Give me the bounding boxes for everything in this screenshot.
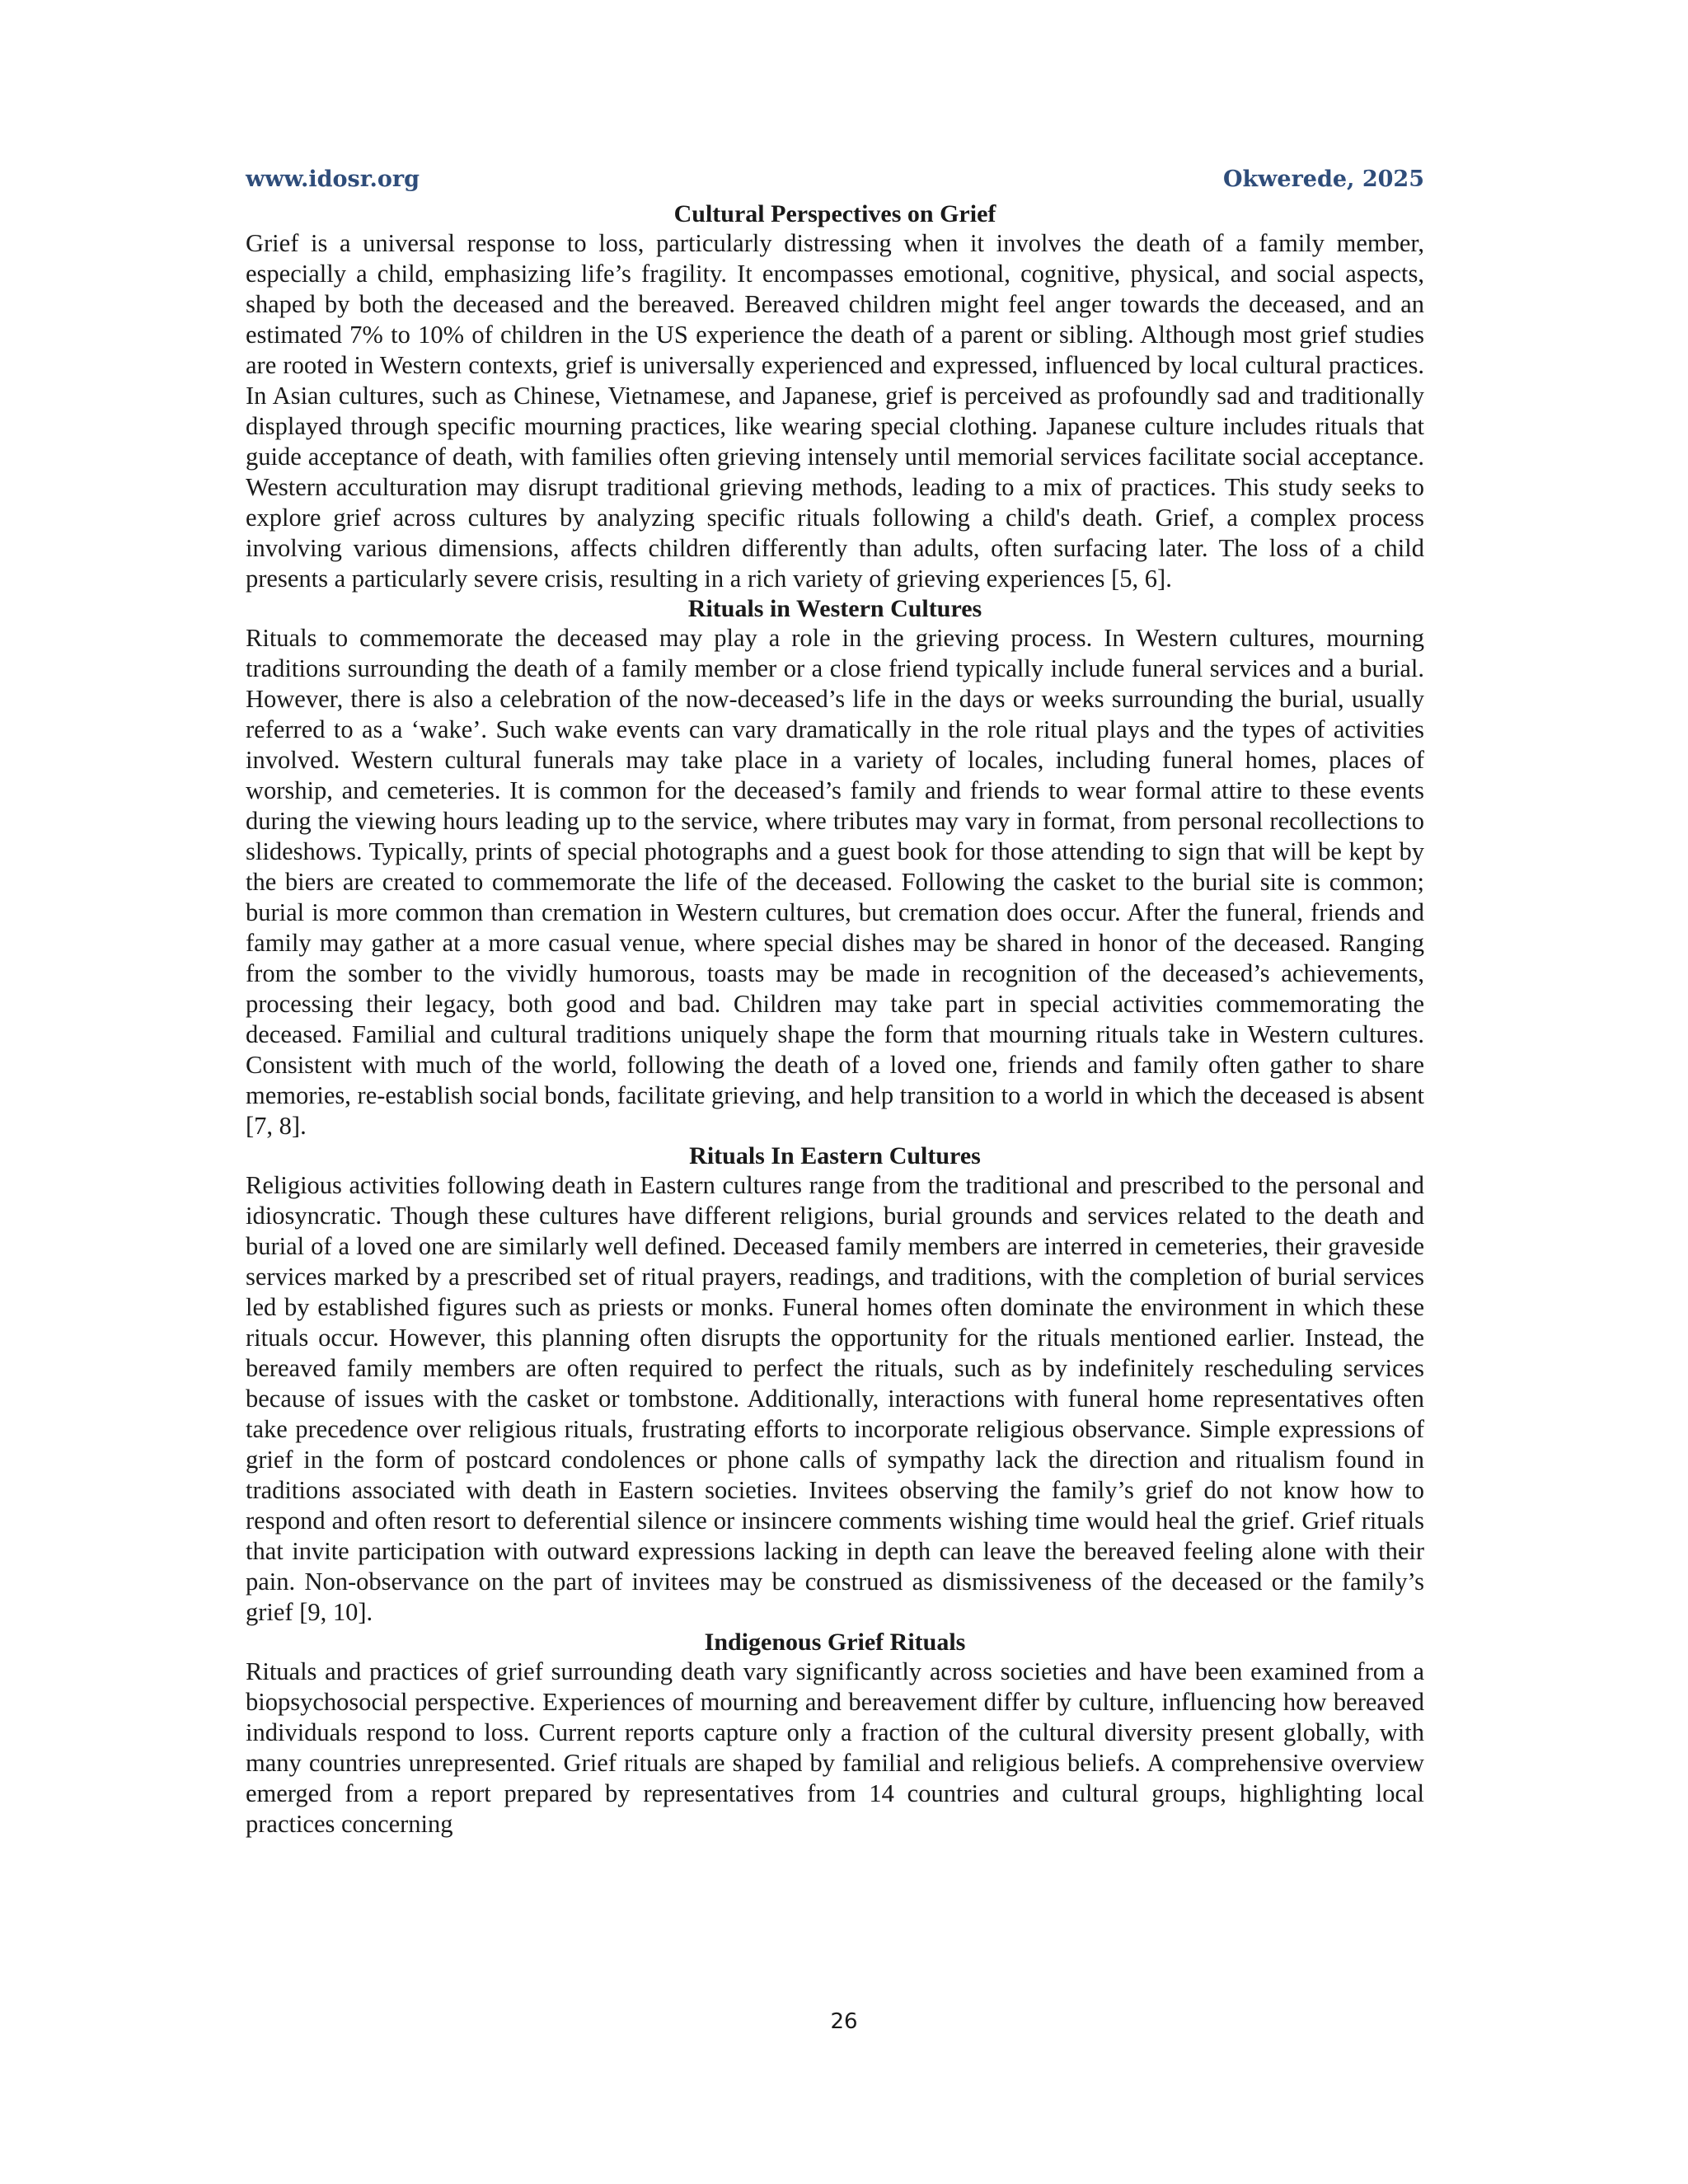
- paragraph-western-rituals: Rituals to commemorate the deceased may play a role in the grieving process. In Western cultures, mourning traditions surrounding the death of a family member or a close friend typically include funeral services and a burial. However, there is also a celebration of the now-deceased’s life in the days or weeks surrounding the burial, usually referred to as a ‘wake’. Such wake events can vary dramatically in the role ritual plays and the types of activities involved. Western cultural funerals may take place in a variety of locales, including funeral homes, places of worship, and cemeteries. It is common for the deceased’s family and friends to wear formal attire to these events during the viewing hours leading up to the service, where tributes may vary in format, from personal recollections to slideshows. Typically, prints of special photographs and a guest book for those attending to sign that will be kept by the biers are created to commemorate the life of the deceased. Following the casket to the burial site is common; burial is more common than cremation in Western cultures, but cremation does occur. After the funeral, friends and family may gather at a more casual venue, where special dishes may be shared in honor of the deceased. Ranging from the somber to the vividly humorous, toasts may be made in recognition of the deceased’s achievements, processing their legacy, both good and bad. Children may take part in special activities commemorating the deceased. Familial and cultural traditions uniquely shape the form that mourning rituals take in Western cultures. Consistent with much of the world, following the death of a loved one, friends and family often gather to share memories, re-establish social bonds, facilitate grieving, and help transition to a world in which the deceased is absent [7, 8].: [246, 624, 1424, 1140]
- section-heading-western-rituals: Rituals in Western Cultures: [687, 595, 982, 622]
- article-body: [246, 199, 1424, 1840]
- section-heading-cultural-perspectives: Cultural Perspectives on Grief: [673, 200, 996, 227]
- paragraph-indigenous-rituals: Rituals and practices of grief surrounding death vary significantly across societies and have been examined from a biopsychosocial perspective. Experiences of mourning and bereavement differ by culture, influencing how bereaved individuals respond to loss. Current reports capture only a fraction of the cultural diversity present globally, with many countries unrepresented. Grief rituals are shaped by familial and religious beliefs. A comprehensive overview emerged from a report prepared by representatives from 14 countries and cultural groups, highlighting local practices concerning: [246, 1657, 1424, 1838]
- site-url[interactable]: www.idosr.org: [246, 166, 420, 192]
- author-year: Okwerede, 2025: [1222, 166, 1424, 192]
- paragraph-eastern-rituals: Religious activities following death in Eastern cultures range from the traditional and prescribed to the personal and idiosyncratic. Though these cultures have different religions, burial grounds and services related to the death and burial of a loved one are similarly well defined. Deceased family members are interred in cemeteries, their graveside services marked by a prescribed set of ritual prayers, readings, and traditions, with the completion of burial services led by established figures such as priests or monks. Funeral homes often dominate the environment in which these rituals occur. However, this planning often disrupts the opportunity for the rituals mentioned earlier. Instead, the bereaved family members are often required to perfect the rituals, such as by indefinitely rescheduling services because of issues with the casket or tombstone. Additionally, interactions with funeral home representatives often take precedence over religious rituals, frustrating efforts to incorporate religious observance. Simple expressions of grief in the form of postcard condolences or phone calls of sympathy lack the direction and ritualism found in traditions associated with death in Eastern societies. Invitees observing the family’s grief do not know how to respond and often resort to deferential silence or insincere comments wishing time would heal the grief. Grief rituals that invite participation with outward expressions lacking in depth can leave the bereaved feeling alone with their pain. Non-observance on the part of invitees may be construed as dismissiveness of the deceased or the family’s grief [9, 10].: [246, 1171, 1424, 1626]
- paragraph-cultural-perspectives: Grief is a universal response to loss, particularly distressing when it involves the death of a family member, especially a child, emphasizing life’s fragility. It encompasses emotional, cognitive, physical, and social aspects, shaped by both the deceased and the bereaved. Bereaved children might feel anger towards the deceased, and an estimated 7% to 10% of children in the US experience the death of a parent or sibling. Although most grief studies are rooted in Western contexts, grief is universally experienced and expressed, influenced by local cultural practices. In Asian cultures, such as Chinese, Vietnamese, and Japanese, grief is perceived as profoundly sad and traditionally displayed through specific mourning practices, like wearing special clothing. Japanese culture includes rituals that guide acceptance of death, with families often grieving intensely until memorial services facilitate social acceptance. Western acculturation may disrupt traditional grieving methods, leading to a mix of practices. This study seeks to explore grief across cultures by analyzing specific rituals following a child's death. Grief, a complex process involving various dimensions, affects children differently than adults, often surfacing later. The loss of a child presents a particularly severe crisis, resulting in a rich variety of grieving experiences [5, 6].: [246, 229, 1424, 593]
- page-number: 26: [830, 2009, 858, 2034]
- section-heading-eastern-rituals: Rituals In Eastern Cultures: [689, 1142, 981, 1169]
- section-heading-indigenous-rituals: Indigenous Grief Rituals: [704, 1629, 966, 1656]
